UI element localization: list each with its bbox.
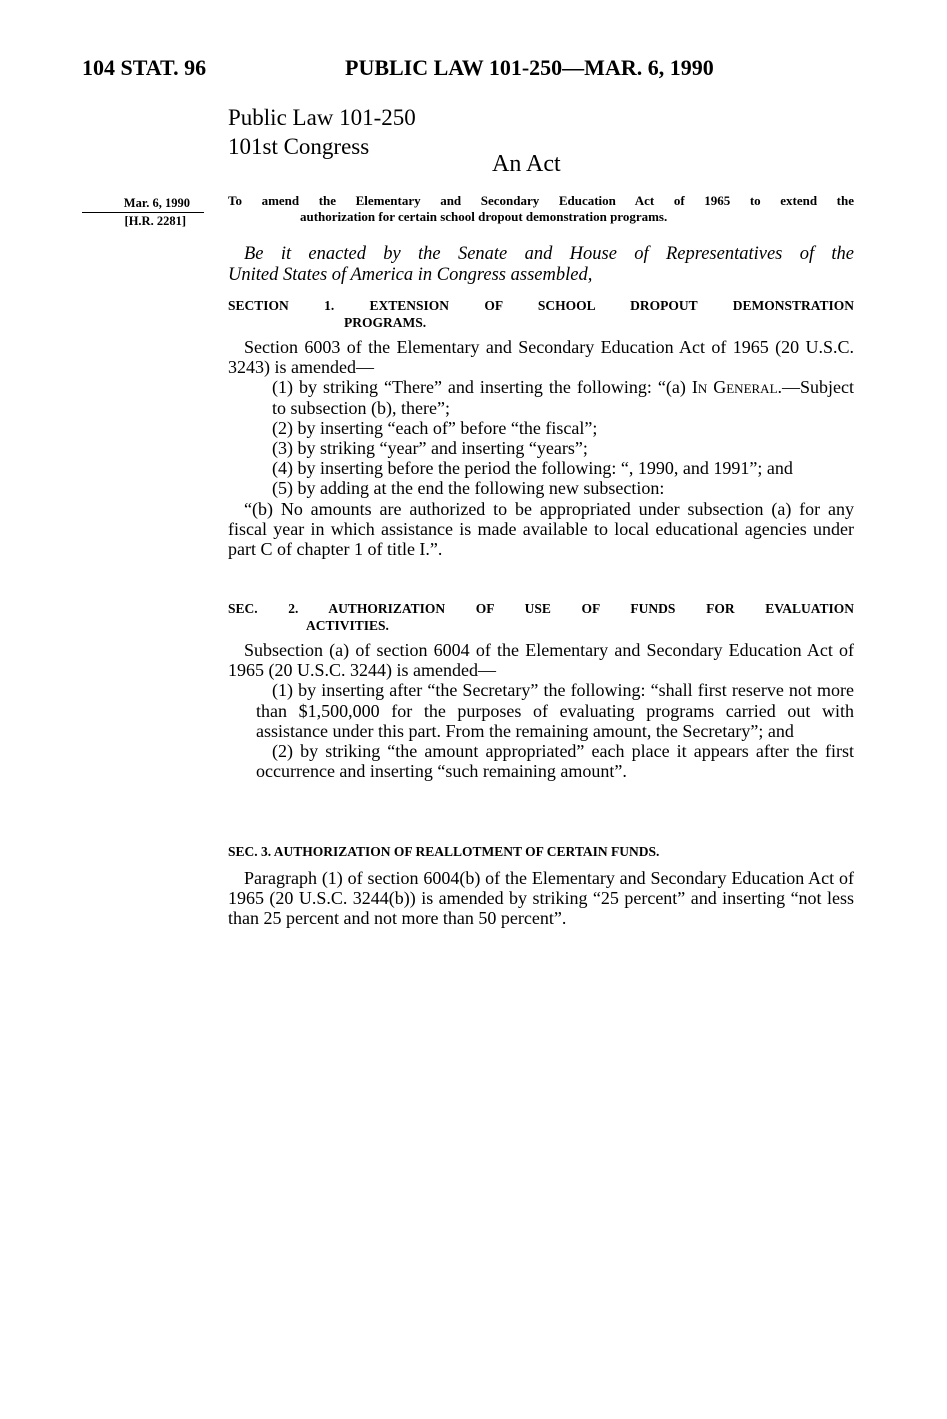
an-act-heading: An Act [492,151,561,177]
enacting-clause [228,244,854,286]
margin-bill-number: [H.R. 2281] [124,214,186,228]
section-2-item-2: (2) by striking “the amount appropriated” each place it appears after the first occurrence and inserting “such remaining amount”. [256,741,854,782]
purpose-line-2: authorization for certain school dropout demonstration programs. [300,209,668,224]
purpose-line-1: To amend the Elementary and Secondary Education Act of 1965 to extend the [228,193,854,208]
law-title [228,103,416,161]
section-1-item-2: (2) by inserting “each of” before “the fiscal”; [272,417,598,438]
margin-note [82,196,204,229]
section-2-intro: Subsection (a) of section 6004 of the Elementary and Secondary Education Act of 1965 (20 U.S.C. 3244) is amended— [228,640,854,681]
enacting-line-1: Be it enacted by the Senate and House of Representatives of the [244,244,854,264]
section-1-item-1-part-a: (1) by striking “There” and inserting the following: “(a) [272,377,686,398]
section-1 [228,297,854,559]
section-1-quoted-subsection: “(b) No amounts are authorized to be appropriated under subsection (a) for any fiscal year in which assistance is made available to local educational agencies under part C of chapter 1 of title I.”. [228,498,854,560]
section-2-heading [228,600,854,634]
section-1-heading [228,297,854,331]
section-1-intro: Section 6003 of the Elementary and Secondary Education Act of 1965 (20 U.S.C. 3243) is amended— [228,337,854,378]
margin-date: Mar. 6, 1990 [82,196,204,213]
section-1-heading-line-1: SECTION 1. EXTENSION OF SCHOOL DROPOUT DEMONSTRATION [228,298,854,313]
section-1-item-3: (3) by striking “year” and inserting “years”; [272,438,588,459]
section-1-item-1-small-caps: In General [691,377,778,398]
congress: 101st Congress [228,134,370,159]
section-1-item-1 [228,377,854,417]
section-2-heading-line-2: ACTIVITIES. [306,618,389,633]
section-2 [228,600,854,781]
law-number: Public Law 101-250 [228,105,416,130]
section-3 [228,843,854,929]
section-2-item-1: (1) by inserting after “the Secretary” the following: “shall first reserve not more than $1,500,000 for the purposes of evaluating programs carried out with assistance under this part. From the remaining amount, the Secretary”; and [256,680,854,741]
section-1-item-1-part-b: .—Subject to subsection (b), there”; [272,377,855,418]
running-head-page-number: 104 STAT. 96 [82,55,207,80]
enacting-line-2: United States of America in Congress assembled, [228,265,593,285]
section-1-item-5: (5) by adding at the end the following new subsection: [272,478,665,499]
section-1-item-4: (4) by inserting before the period the following: “, 1990, and 1991”; and [272,458,793,479]
section-2-heading-line-1: SEC. 2. AUTHORIZATION OF USE OF FUNDS FOR EVALUATION [228,601,854,616]
running-head-title: PUBLIC LAW 101-250—MAR. 6, 1990 [345,55,714,80]
purpose-clause [228,193,854,225]
section-1-heading-line-2: PROGRAMS. [344,315,427,330]
section-1-item-1-text [228,377,854,417]
section-3-heading: SEC. 3. AUTHORIZATION OF REALLOTMENT OF CERTAIN FUNDS. [228,844,660,859]
section-3-text: Paragraph (1) of section 6004(b) of the Elementary and Secondary Education Act of 1965 (20 U.S.C. 3244(b)) is amended by striking “25 percent” and inserting “not less than 25 percent and not more than 50 percent”. [228,868,854,929]
